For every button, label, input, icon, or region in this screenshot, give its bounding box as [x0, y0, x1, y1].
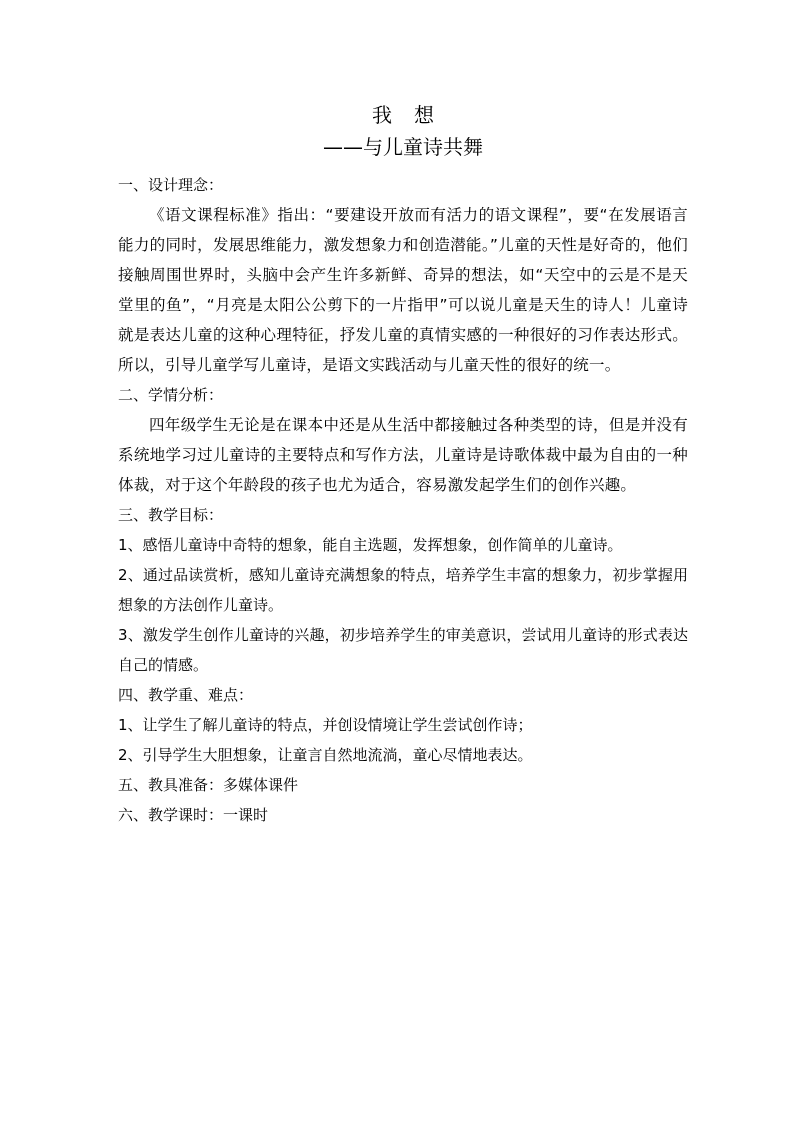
section-paragraph-learner-analysis: 四年级学生无论是在课本中还是从生活中都接触过各种类型的诗，但是并没有系统地学习过儿童诗的主要特点和写作方法，儿童诗是诗歌体裁中最为自由的一种体裁，对于这个年龄段的孩子也尤为适合，容易激发起学生们的创作兴趣。 [118, 416, 688, 494]
document-page [118, 100, 688, 830]
section-heading-class-hours: 六、教学课时：一课时 [118, 806, 269, 824]
document-subtitle: ——与儿童诗共舞 [323, 135, 483, 159]
section-heading-learner-analysis: 二、学情分析： [118, 386, 224, 404]
goal-item: 1、感悟儿童诗中奇特的想象，能自主选题，发挥想象，创作简单的儿童诗。 [118, 536, 623, 554]
document-title: 我想 [372, 103, 456, 127]
section-heading-teaching-aids: 五、教具准备：多媒体课件 [118, 776, 299, 794]
key-point-item: 1、让学生了解儿童诗的特点，并创设情境让学生尝试创作诗； [118, 716, 533, 734]
section-heading-teaching-goals: 三、教学目标： [118, 506, 224, 524]
section-paragraph-design-concept: 《语文课程标准》指出：“要建设开放而有活力的语文课程”，要“在发展语言能力的同时，发展思维能力，激发想象力和创造潜能。”儿童的天性是好奇的，他们接触周围世界时，头脑中会产生许多新鲜、奇异的想法，如“天空中的云是不是天堂里的鱼”，“月亮是太阳公公剪下的一片指甲”可以说儿童是天生的诗人！儿童诗就是表达儿童的这种心理特征，抒发儿童的真情实感的一种很好的习作表达形式。所以，引导儿童学写儿童诗，是语文实践活动与儿童天性的很好的统一。 [118, 206, 688, 374]
goal-item: 2、通过品读赏析，感知儿童诗充满想象的特点，培养学生丰富的想象力，初步掌握用想象的方法创作儿童诗。 [118, 566, 688, 614]
section-heading-key-points: 四、教学重、难点： [118, 686, 254, 704]
key-point-item: 2、引导学生大胆想象，让童言自然地流淌，童心尽情地表达。 [118, 746, 533, 764]
goal-item: 3、激发学生创作儿童诗的兴趣，初步培养学生的审美意识，尝试用儿童诗的形式表达自己的情感。 [118, 626, 688, 674]
section-heading-design-concept: 一、设计理念： [118, 176, 224, 194]
